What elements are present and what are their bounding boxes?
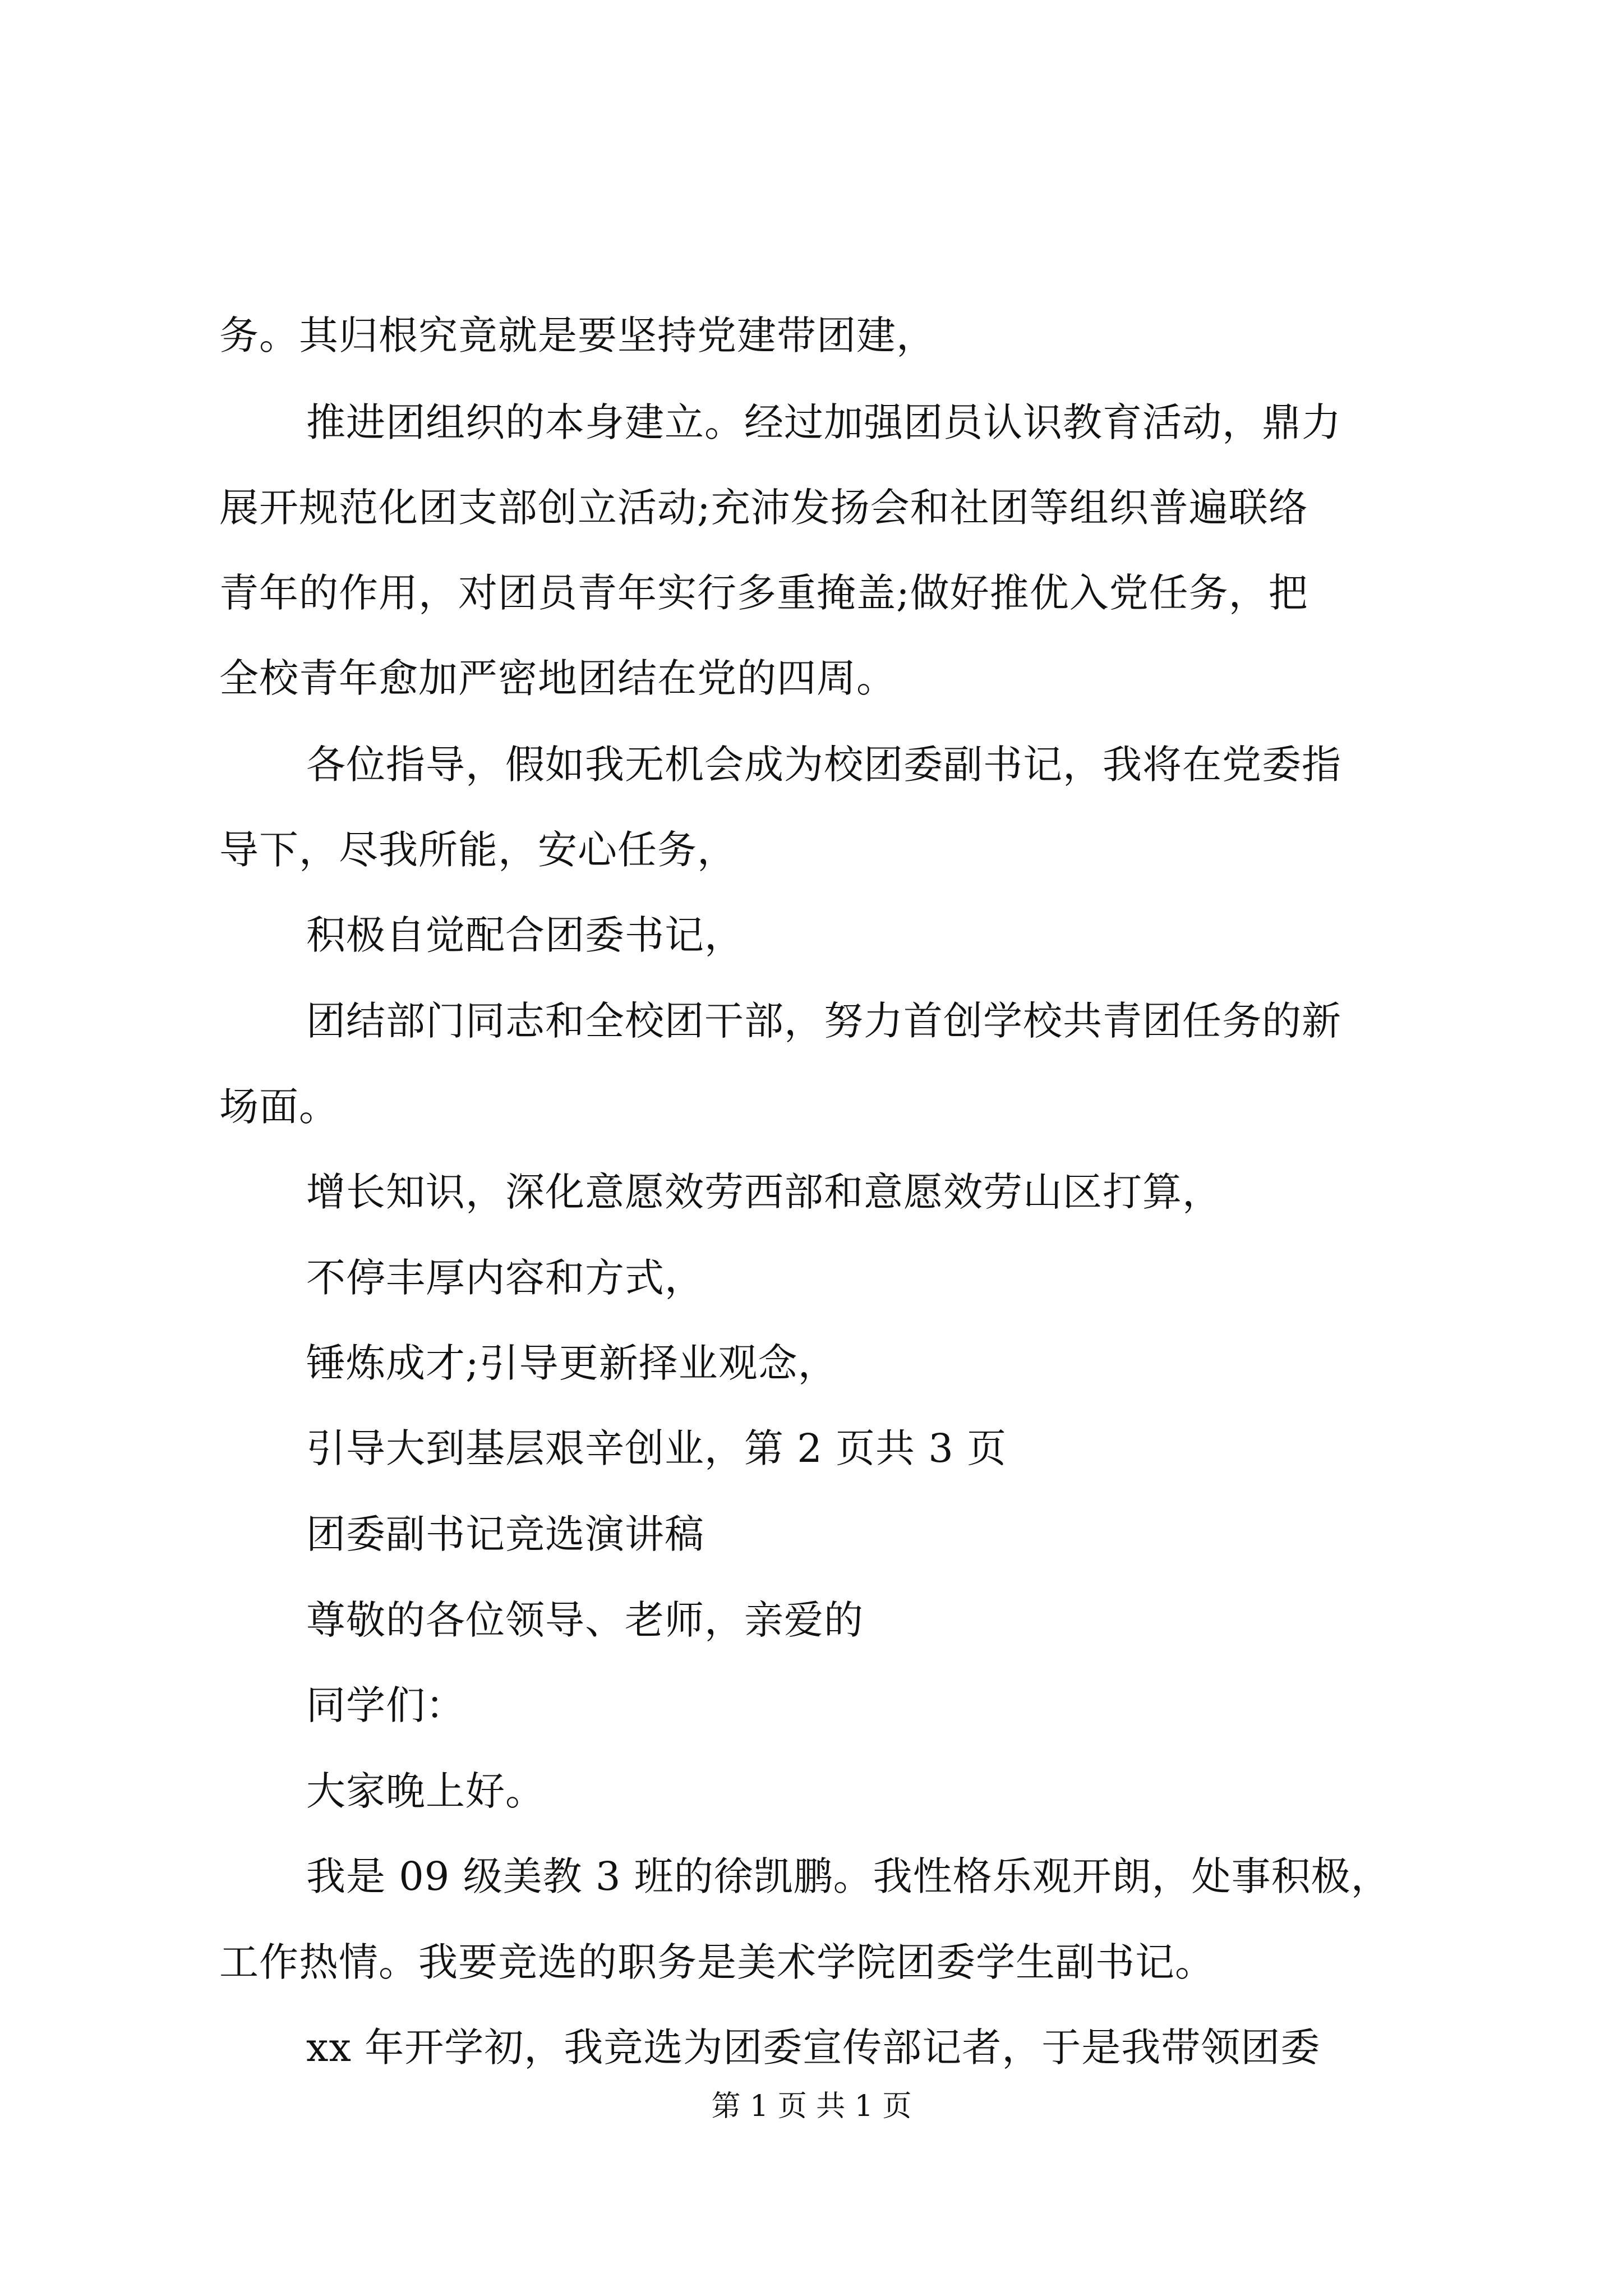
paragraph-line: 不停丰厚内容和方式，	[306, 1255, 704, 1301]
paragraph-line: 团结部门同志和全校团干部，努力首创学校共青团任务的新	[306, 998, 1341, 1044]
paragraph-line: 工作热情。我要竞选的职务是美术学院团委学生副书记。	[219, 1939, 1215, 1985]
paragraph-line: 尊敬的各位领导、老师，亲爱的	[306, 1597, 864, 1643]
paragraph-line: 引导大到基层艰辛创业，第 2 页共 3 页	[306, 1425, 1007, 1471]
paragraph-line: 展开规范化团支部创立活动;充沛发扬会和社团等组织普遍联络	[219, 485, 1308, 531]
paragraph-line: 场面。	[219, 1084, 339, 1130]
paragraph-line: 同学们：	[306, 1682, 465, 1728]
paragraph-line: 团委副书记竞选演讲稿	[306, 1511, 704, 1557]
paragraph-line: 积极自觉配合团委书记，	[306, 912, 744, 958]
paragraph-line: 推进团组织的本身建立。经过加强团员认识教育活动，鼎力	[306, 399, 1341, 445]
paragraph-line: 务。其归根究竟就是要坚持党建带团建，	[219, 312, 936, 358]
paragraph-line: 全校青年愈加严密地团结在党的四周。	[219, 655, 896, 701]
paragraph-line: 增长知识，深化意愿效劳西部和意愿效劳山区打算，	[306, 1169, 1222, 1215]
paragraph-line: 锤炼成才;引导更新择业观念，	[306, 1340, 838, 1386]
page-footer: 第 1 页 共 1 页	[711, 2090, 912, 2123]
paragraph-line: xx 年开学初，我竞选为团委宣传部记者，于是我带领团委	[306, 2024, 1321, 2070]
paragraph-line: 青年的作用，对团员青年实行多重掩盖;做好推优入党任务，把	[219, 570, 1308, 616]
paragraph-line: 各位指导，假如我无机会成为校团委副书记，我将在党委指	[306, 742, 1341, 788]
paragraph-line: 大家晚上好。	[306, 1768, 545, 1814]
paragraph-line: 我是 09 级美教 3 班的徐凯鹏。我性格乐观开朗，处事积极，	[306, 1853, 1391, 1899]
paragraph-line: 导下，尽我所能，安心任务，	[219, 827, 737, 873]
